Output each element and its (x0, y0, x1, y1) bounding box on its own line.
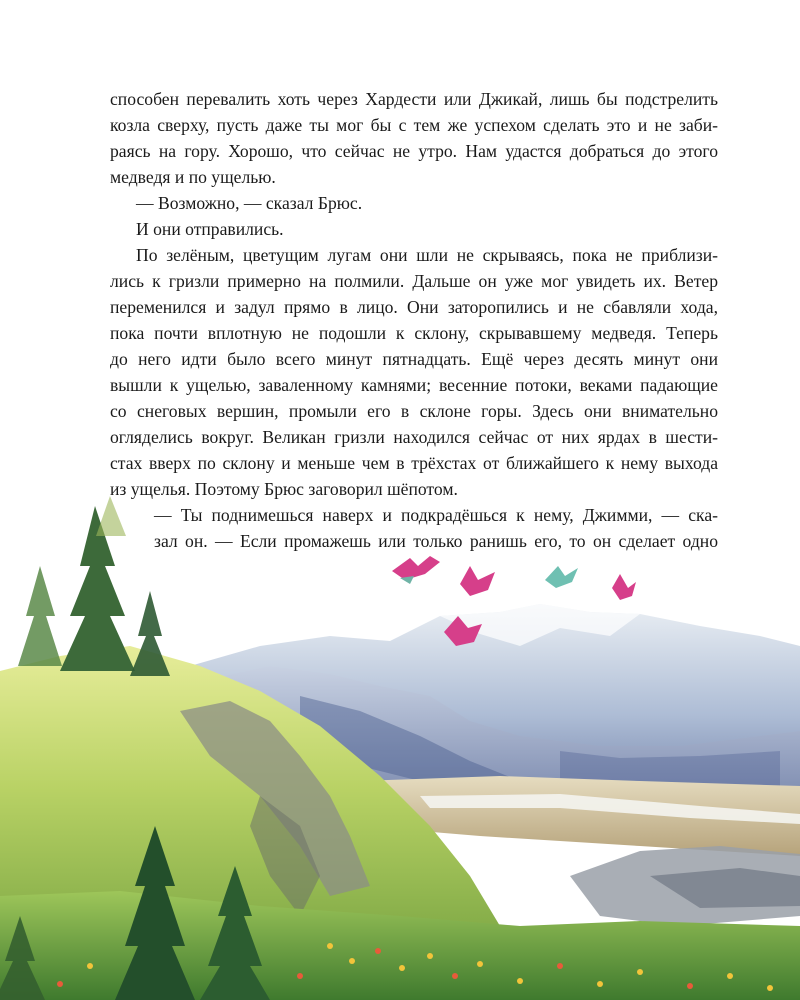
text-line: козла сверху, пусть даже ты мог бы с тем же успехом сделать это и не заби- (110, 115, 718, 135)
bird (460, 566, 495, 596)
text-line: переменился и задул прямо в лицо. Они заторопились и не сбавляли хода, (110, 297, 718, 317)
text-line: зал он. — Если промажешь или только ранишь его, то он сделает одно (154, 531, 718, 551)
text-line: И они отправились. (136, 219, 284, 239)
text-line: способен перевалить хоть через Хардести или Джикай, лишь бы подстрелить (110, 89, 718, 109)
text-line: из ущелья. Поэтому Брюс заговорил шёпотом. (110, 479, 458, 499)
text-line: вышли к ущелью, заваленному камнями; весенние потоки, веками падающие (110, 375, 718, 395)
text-line: до него идти было всего минут пятнадцать. Ещё через десять минут они (110, 349, 718, 369)
bird (392, 556, 440, 580)
text-line: раясь на гору. Хорошо, что сейчас не утро. Нам удастся добраться до этого (110, 141, 718, 161)
text-line: медведя и по ущелью. (110, 167, 276, 187)
text-line: — Ты поднимешься наверх и подкрадёшься к нему, Джимми, — ска- (154, 505, 718, 525)
text-line: со снеговых вершин, промыли его в склоне горы. Здесь они внимательно (110, 401, 718, 421)
mountain-landscape-illustration (0, 496, 800, 1000)
spruce-trees (18, 496, 170, 676)
text-line: По зелёным, цветущим лугам они шли не скрываясь, пока не приблизи- (136, 245, 718, 265)
body-text (110, 86, 718, 554)
text-line: пока почти вплотную не подошли к склону, скрывавшему медведя. Теперь (110, 323, 718, 343)
bird (612, 574, 636, 600)
text-line: огляделись вокруг. Великан гризли находился сейчас от них ярдах в шести- (110, 427, 718, 447)
text-line: стах вверх по склону и меньше чем в трёхстах от ближайшего к нему выхода (110, 453, 718, 473)
text-line: — Возможно, — сказал Брюс. (136, 193, 363, 213)
bird (545, 566, 578, 588)
text-line: лись к гризли примерно на полмили. Дальше он уже мог увидеть их. Ветер (110, 271, 718, 291)
